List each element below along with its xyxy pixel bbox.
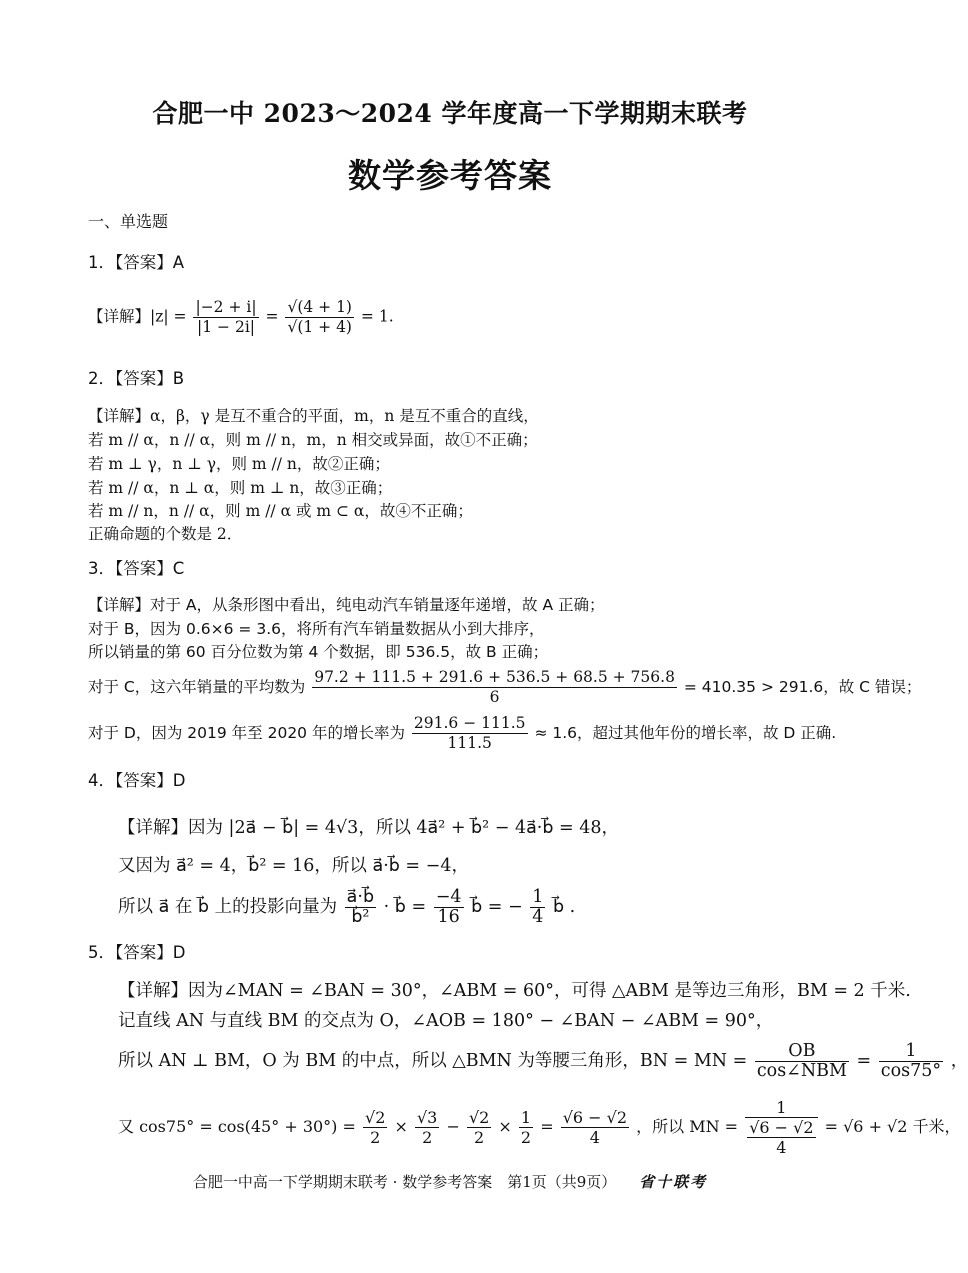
q4-f3-den: 4: [532, 907, 544, 927]
q5-l3-fraction-1: [755, 1042, 849, 1081]
q5-answer: 5．【答案】D: [88, 943, 186, 962]
q5-a-den: 2: [370, 1128, 381, 1147]
q2-answer: 2．【答案】B: [88, 369, 185, 388]
q4-line-2: 又因为 a⃗² = 4，b⃗² = 16，所以 a⃗·b⃗ = −4，: [118, 856, 469, 876]
q5-times-1: ×: [394, 1117, 408, 1136]
q3-answer: 3．【答案】C: [88, 559, 185, 578]
q4-l3-pre: 所以 a⃗ 在 b⃗ 上的投影向量为: [118, 897, 338, 917]
q5-frac-a: [363, 1108, 387, 1147]
q1-detail: [88, 298, 394, 337]
q5-l3-fraction-2: [879, 1042, 943, 1081]
q3-c-num: 97.2 + 111.5 + 291.6 + 536.5 + 68.5 + 756.8: [314, 668, 675, 686]
footer-text: 合肥一中高一下学期期末联考 · 数学参考答案 第1页（共9页）: [192, 1173, 617, 1191]
q5-line-1: 【详解】因为∠MAN = ∠BAN = 30°，∠ABM = 60°，可得 △ABM 是等边三角形，BM = 2 千米.: [118, 981, 911, 1001]
page-footer: [0, 1171, 900, 1192]
q5-g-den: [745, 1118, 817, 1157]
q1-eq: =: [265, 307, 279, 326]
q4-mid-2: b⃗ = −: [471, 897, 523, 917]
q1-f1-num: |−2 + i|: [195, 298, 257, 316]
q5-frac-d: [519, 1108, 533, 1147]
q5-l3-end: ，: [950, 1051, 968, 1071]
q3-c-den: 6: [489, 688, 500, 706]
q2-line: 若 m ⊥ γ，n ⊥ γ，则 m // n，故②正确；: [88, 455, 390, 473]
q3-d-pre: 对于 D，因为 2019 年至 2020 年的增长率为: [88, 724, 405, 742]
q4-f2-den: 16: [437, 907, 460, 927]
q5-e-num: √6 − √2: [562, 1108, 628, 1127]
q5-frac-c: [467, 1108, 491, 1147]
q5-b-den: 2: [422, 1128, 433, 1147]
q4-f1-num: a⃗·b⃗: [346, 887, 375, 907]
q4-mid-1: · b⃗ =: [383, 897, 427, 917]
q5-line-2: 记直线 AN 与直线 BM 的交点为 O，∠AOB = 180° − ∠BAN − ∠ABM = 90°，: [118, 1011, 774, 1031]
q5-g-num: 1: [745, 1098, 817, 1118]
q5-l3-f1-den: cos∠NBM: [756, 1061, 847, 1081]
q1-f2-den: √(1 + 4): [287, 318, 352, 336]
q1-detail-end: = 1.: [360, 307, 394, 326]
q4-f3-num: 1: [532, 887, 544, 907]
q4-fraction-2: [434, 888, 464, 927]
q4-line-1: 【详解】因为 |2a⃗ − b⃗| = 4√3，所以 4a⃗² + b⃗² − 4a⃗·b⃗ = 48，: [118, 818, 620, 838]
q1-fraction-1: [193, 298, 258, 337]
q3-line-a: 【详解】对于 A，从条形图中看出，纯电动汽车销量逐年递增，故 A 正确；: [88, 596, 605, 614]
q1-f2-num: √(4 + 1): [287, 298, 352, 316]
q2-line: 若 m // α，n ⊥ α，则 m ⊥ n，故③正确；: [88, 479, 393, 497]
q4-f2-num: −4: [435, 887, 462, 907]
q1-answer: 1．【答案】A: [88, 253, 185, 272]
q5-l3-pre: 所以 AN ⊥ BM，O 为 BM 的中点，所以 △BMN 为等腰三角形，BN = MN =: [118, 1051, 748, 1071]
q2-line: 若 m // n，n // α，则 m // α 或 m ⊂ α，故④不正确；: [88, 502, 473, 520]
q4-f1-den: b⃗²: [351, 907, 370, 927]
answer-title: 数学参考答案: [348, 156, 552, 195]
q5-l3-f2-den: cos75°: [880, 1061, 942, 1081]
q5-d-num: 1: [520, 1108, 532, 1127]
q5-l3-eq: =: [856, 1051, 872, 1071]
q5-a-num: √2: [365, 1108, 386, 1127]
q5-post: = √6 + √2 千米，: [824, 1117, 961, 1136]
q3-d-post: ≈ 1.6，超过其他年份的增长率，故 D 正确.: [534, 724, 837, 742]
q3-line-b1: 对于 B，因为 0.6×6 = 3.6，将所有汽车销量数据从小到大排序，: [88, 620, 545, 638]
q3-d-den: 111.5: [447, 734, 492, 752]
q3-c-post: = 410.35 > 291.6，故 C 错误；: [683, 678, 922, 696]
q5-times-2: ×: [498, 1117, 512, 1136]
q4-answer: 4．【答案】D: [88, 771, 186, 790]
q4-l3-end: b⃗ .: [552, 897, 576, 917]
q1-f1-den: |1 − 2i|: [197, 318, 255, 336]
q5-g-den-den: 4: [776, 1138, 787, 1157]
q5-line-4: [118, 1098, 961, 1157]
q5-c-num: √2: [468, 1108, 490, 1127]
q2-line: 正确命题的个数是 2．: [88, 525, 243, 543]
q5-l4-pre: 又 cos75° = cos(45° + 30°) =: [118, 1117, 356, 1136]
section-heading: 一、单选题: [88, 212, 169, 231]
q5-b-num: √3: [416, 1108, 438, 1127]
q5-frac-g: [745, 1098, 817, 1157]
q4-fraction-3: [530, 888, 545, 927]
q5-eq-2: =: [540, 1117, 554, 1136]
q3-c-pre: 对于 C，这六年销量的平均数为: [88, 678, 306, 696]
q5-l3-f1-num: OB: [755, 1042, 849, 1062]
q1-detail-pre: 【详解】|z| =: [88, 307, 187, 326]
q1-fraction-2: [285, 298, 354, 337]
q2-line: 【详解】α，β，γ 是互不重合的平面，m，n 是互不重合的直线，: [88, 407, 539, 425]
q5-l3-f2-num: 1: [879, 1042, 943, 1062]
q3-d-fraction: [412, 714, 528, 753]
q5-d-den: 2: [520, 1128, 532, 1147]
q5-mid: ，所以 MN =: [636, 1117, 739, 1136]
q5-g-den-num: √6 − √2: [749, 1118, 814, 1137]
q5-e-den: 4: [589, 1128, 600, 1147]
q5-frac-e: [561, 1108, 629, 1147]
q5-line-3: [118, 1042, 968, 1081]
q2-line: 若 m // α，n // α，则 m // n，m，n 相交或异面，故①不正确；: [88, 431, 538, 449]
q5-c-den: 2: [474, 1128, 485, 1147]
q4-fraction-1: [345, 888, 376, 927]
q4-line-3: [118, 888, 575, 927]
q5-minus: −: [446, 1117, 460, 1136]
q3-c-fraction: [312, 668, 677, 707]
q5-g-den-fraction: [747, 1118, 815, 1157]
q3-line-d: [88, 714, 836, 753]
q3-line-b2: 所以销量的第 60 百分位数为第 4 个数据，即 536.5，故 B 正确；: [88, 643, 549, 661]
exam-title: 合肥一中 2023～2024 学年度高一下学期期末联考: [152, 99, 748, 128]
q5-frac-b: [415, 1108, 439, 1147]
q3-d-num: 291.6 − 111.5: [413, 714, 526, 732]
footer-stamp: 省十联考: [639, 1173, 708, 1191]
q3-line-c: [88, 668, 921, 707]
